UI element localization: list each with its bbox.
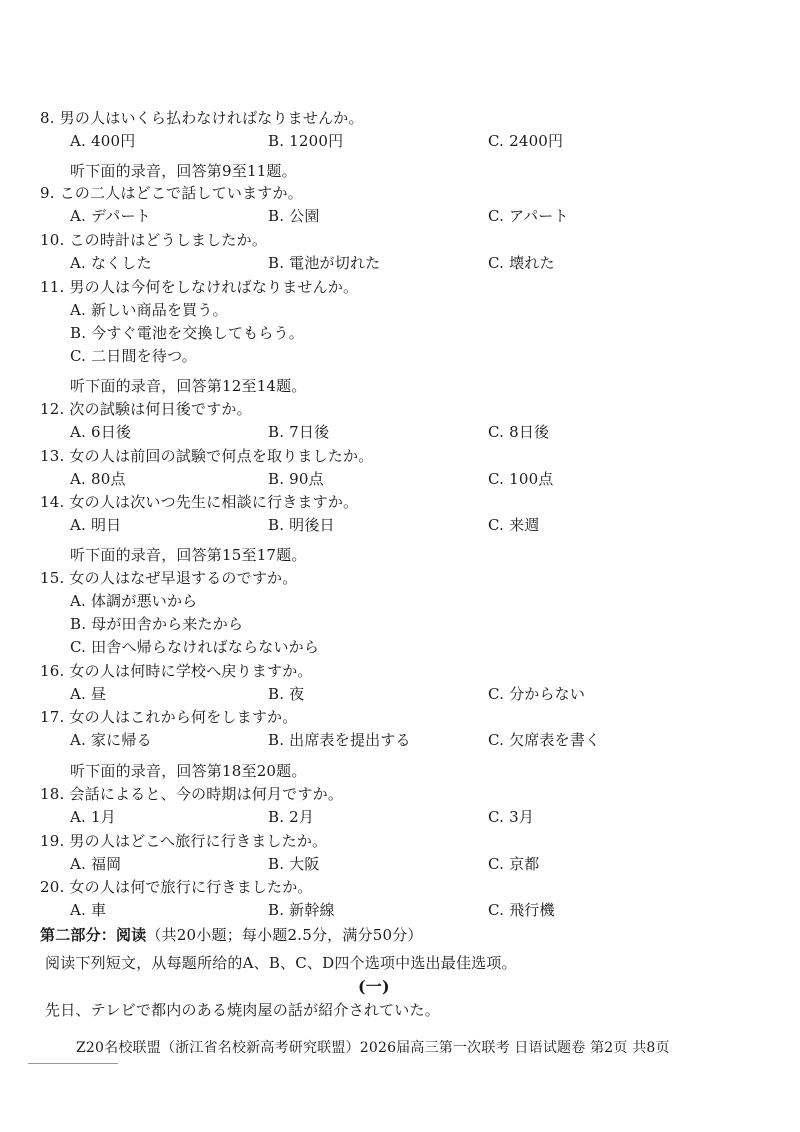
listening-instruction-4: 听下面的录音，回答第18至20题。 <box>70 762 307 780</box>
option-10b: B. 電池が切れた <box>268 254 381 272</box>
option-18b: B. 2月 <box>268 808 315 826</box>
option-18c: C. 3月 <box>488 808 535 826</box>
option-17a: A. 家に帰る <box>70 731 152 749</box>
question-11: 11. 男の人は今何をしなければなりませんか。 <box>40 278 359 296</box>
part2-title: 第二部分：阅读 <box>40 926 147 944</box>
option-14c: C. 来週 <box>488 516 540 534</box>
part2-detail: （共20小题；每小题2.5分，满分50分） <box>146 926 423 944</box>
option-12c: C. 8日後 <box>488 423 550 441</box>
option-8c: C. 2400円 <box>488 132 564 150</box>
option-11c: C. 二日間を待つ。 <box>70 347 197 365</box>
option-13a: A. 80点 <box>70 470 126 488</box>
option-17c: C. 欠席表を書く <box>488 731 601 749</box>
reading-instruction: 阅读下列短文，从每题所给的A、B、C、D四个选项中选出最佳选项。 <box>45 954 517 972</box>
option-10c: C. 壊れた <box>488 254 555 272</box>
option-12a: A. 6日後 <box>70 423 132 441</box>
option-8a: A. 400円 <box>70 132 136 150</box>
option-14a: A. 明日 <box>70 516 122 534</box>
question-20: 20. 女の人は何で旅行に行きましたか。 <box>40 878 313 896</box>
question-14: 14. 女の人は次いつ先生に相談に行きますか。 <box>40 493 359 511</box>
option-9b: B. 公園 <box>268 207 320 225</box>
option-20b: B. 新幹線 <box>268 901 335 919</box>
option-11b: B. 今すぐ電池を交換してもらう。 <box>70 324 304 342</box>
option-15a: A. 体調が悪いから <box>70 592 198 610</box>
option-10a: A. なくした <box>70 254 152 272</box>
page-footer: Z20名校联盟（浙江省名校新高考研究联盟）2026届高三第一次联考 日语试题卷 第2页 共8页 <box>76 1040 670 1056</box>
option-9c: C. アパート <box>488 207 569 225</box>
option-15b: B. 母が田舎から来たから <box>70 615 244 633</box>
footer-divider <box>28 1063 118 1064</box>
question-15: 15. 女の人はなぜ早退するのですか。 <box>40 569 298 587</box>
listening-instruction-2: 听下面的录音，回答第12至14题。 <box>70 377 307 395</box>
option-14b: B. 明後日 <box>268 516 335 534</box>
question-12: 12. 次の試験は何日後ですか。 <box>40 400 252 418</box>
option-18a: A. 1月 <box>70 808 116 826</box>
option-9a: A. デパート <box>70 207 151 225</box>
option-11a: A. 新しい商品を買う。 <box>70 301 228 319</box>
question-16: 16. 女の人は何時に学校へ戻りますか。 <box>40 662 313 680</box>
option-20c: C. 飛行機 <box>488 901 555 919</box>
option-15c: C. 田舎へ帰らなければならないから <box>70 638 320 656</box>
option-13b: B. 90点 <box>268 470 324 488</box>
question-10: 10. この時計はどうしましたか。 <box>40 231 268 249</box>
question-18: 18. 会話によると、今の時期は何月ですか。 <box>40 785 344 803</box>
question-13: 13. 女の人は前回の試験で何点を取りましたか。 <box>40 447 374 465</box>
option-13c: C. 100点 <box>488 470 554 488</box>
option-12b: B. 7日後 <box>268 423 330 441</box>
option-19a: A. 福岡 <box>70 855 122 873</box>
option-16b: B. 夜 <box>268 685 305 703</box>
option-16a: A. 昼 <box>70 685 107 703</box>
question-8: 8. 男の人はいくら払わなければなりませんか。 <box>40 109 364 127</box>
question-17: 17. 女の人はこれから何をしますか。 <box>40 708 298 726</box>
option-19b: B. 大阪 <box>268 855 320 873</box>
option-8b: B. 1200円 <box>268 132 344 150</box>
option-17b: B. 出席表を提出する <box>268 731 411 749</box>
part2-heading <box>40 925 423 945</box>
question-19: 19. 男の人はどこへ旅行に行きましたか。 <box>40 832 328 850</box>
passage-first-line: 先日、テレビで都内のある焼肉屋の話が紹介されていた。 <box>45 1001 440 1019</box>
option-19c: C. 京都 <box>488 855 540 873</box>
question-9: 9. この二人はどこで話していますか。 <box>40 184 303 202</box>
section-marker: (一) <box>358 977 390 996</box>
listening-instruction-1: 听下面的录音，回答第9至11题。 <box>70 162 297 180</box>
option-16c: C. 分からない <box>488 685 586 703</box>
option-20a: A. 車 <box>70 901 107 919</box>
listening-instruction-3: 听下面的录音，回答第15至17题。 <box>70 546 307 564</box>
